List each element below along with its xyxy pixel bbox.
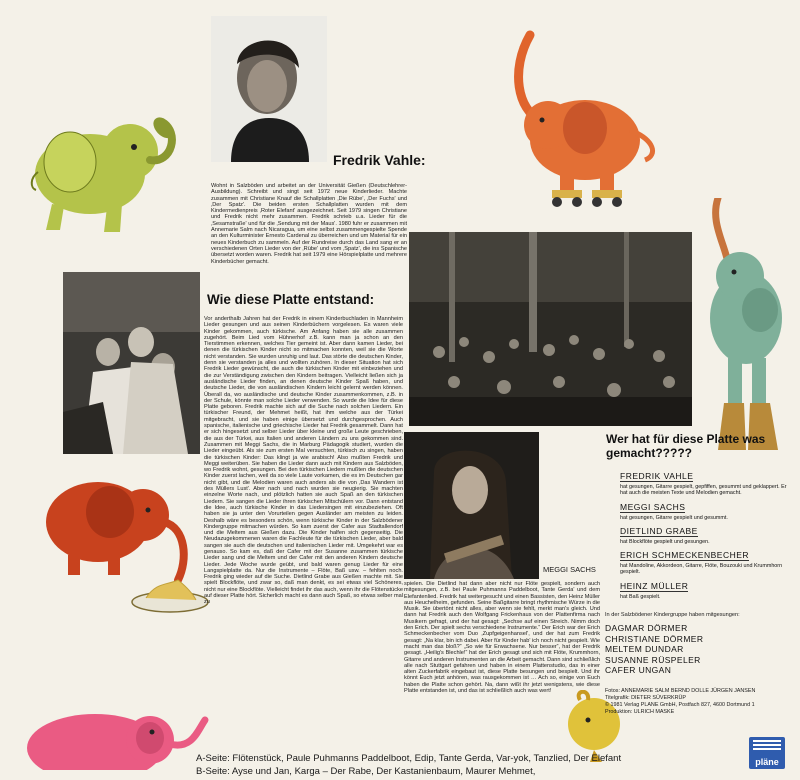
copyright-line: © 1981 Verlag PLANE GmbH, Postfach 827, 4600 Dortmund 1 [605,702,755,708]
portrait-photo-fredrik-vahle [211,16,327,162]
bio-fredrik-vahle: Wohnt in Salzböden und arbeitet an der Universität Gießen (Deutschlehrer-Ausbildung). Schreibt und singt seit 1972 neue Kinderlieder. Machte zusammen mit Christiane Knauf die Schallplatten ‚Die Rübe', ‚Der Fuchs' und ‚Der Spatz'. Die beiden ersten Schallplatten wurden mit dem Kindermedienpreis ‚Roter Elefant' ausgezeichnet. Seit 1979 singen Christiane und Fredrik nicht mehr zusammen. Fredrik schrieb u.a. Lieder für die ‚Sesamstraße' und für die ‚Sendung mit der Maus'. 1980 fuhr er zusammen mit Annemarie Salm nach Nicaragua, um eine selbst zusammengespielte Spende an den Kulturminister Ernesto Cardenal zu überreichen und um Material für ein neues Kinderbuch zu sammeln. Auf der Rundreise durch das Land sang er an verschiedenen Orten Lieder von der ‚Rübe' und vom ‚Spatz', die ins Spanische übersetzt worden waren. Fredrik hat seit 1979 eine Hörspielplatte und mehrere Kinderbücher gemacht. [211,183,407,265]
production-credit: Produktion: ULRICH MASKE [605,709,675,715]
credit-entry [620,545,792,576]
credit-name: DIETLIND GRABE [620,525,698,536]
elephant-spaghetti-illustration [28,470,213,625]
portrait-photo-meggi-sachs [404,432,539,579]
credit-name: HEINZ MÜLLER [620,580,689,591]
plane-logo-text: pläne [755,757,779,767]
kid-name: DAGMAR DÖRMER [605,623,688,633]
credit-description: hat gesungen, Gitarre gespielt, gepfiffen, gesummt und geklappert. Er hat auch die meisten Texte und Melodien gemacht. [620,484,787,497]
credit-description: hat Mandoline, Akkordeon, Gitarre, Flöte, Bouzouki und Krummhorn gespielt. [620,563,783,576]
plane-logo-stripes [753,740,781,752]
kids-list [605,623,795,676]
heading-credits: Wer hat für diese Platte was gemacht????? [606,432,766,460]
children-group-photo [63,272,200,454]
photo-credits: Fotos: ANNEMARIE SALM BERND DOLLE JÜRGEN JANSEN [605,688,756,694]
kid-name: CHRISTIANE DÖRMER [605,633,704,644]
cover-credits: Titelgrafik: DIETER SÜVERKRÜP [605,695,686,701]
elephant-top-right-illustration [470,30,700,215]
kid-name: CAFER UNGAN [605,665,672,675]
credit-description: hat Baß gespielt. [620,593,661,600]
plane-label-logo [749,737,785,769]
credit-entry [620,497,792,521]
credit-entry [620,521,792,545]
credit-name: FREDRIK VAHLE [620,471,694,481]
story-column-continued: spielen. Die Dietlind hat dann aber nicht nur Flöte gespielt, sondern auch mitgesungen, z.B. bei Paule Puhmanns Paddelboot, Tante Gerda' und dem Elefantenlied. Fredrik hat weitergesucht und einen Bassisten, den Heinz Müller aus Heuchelheim, gefunden. Seine Baßgitarre bringt rhythmische Würze in die Musik. Sie übertönt nicht alles, aber wenn sie fehlt, merkt man's gleich. Und dann hat Fredrik auch den Wolfgang Frickenhaus von der Plattenfirma nach Musikern gefragt, und der hat gesagt: „Sechse auf einen Streich. Nimm doch den Erich. Der spielt sechs verschiedene Instrumente.“ Der Erich war der Erich Schmeckenbecher vom Duo ‚Zupfgeigenhansel', und der hat zum Fredrik gesagt: „Na klar, bin ich dabei. Aber für Kinder hab' ich noch nicht gespielt. Wie macht man das bloß?“ „So wie für Erwachsene. Nur besser“, hat der Fredrik gesagt. „Heilig's Blechle!“ hat der Erich gesagt und sich mit Flöte, Krummhorn, Gitarre und anderen Instrumenten an die Arbeit gemacht. Dann sind schließlich alle nach Stuttgart gefahren und haben in einem Plattenstudio, das in einer alten Zuckerfabrik eingebaut ist, diese Platte besungen und bespielt. Und ihr könnt Euch jetzt anhören, was rausgekommen ist … Ach so, einige von Euch haben die Platte schon gehört. Na, dann wißt ihr jetzt wenigstens, wie diese Platte entstanden ist, und das ist schließlich auch was wert! [404,581,600,695]
kid-name: SUSANNE RÜSPELER [605,654,701,665]
credit-description: hat Blockflöte gespielt und gesungen. [620,538,710,545]
credits-list [620,466,792,600]
elephant-top-left-illustration [12,92,187,237]
elephant-bottom-left-illustration [0,700,210,770]
side-b-tracklist: B-Seite: Ayse und Jan, Karga – Der Rabe, Der Kastanienbaum, Maurer Mehmet, [196,766,536,777]
credit-description: hat gesungen, Gitarre gespielt und gesummt. [620,514,728,521]
story-column-main: Vor anderthalb Jahren hat der Fredrik in einem Kinderbuchladen in Mannheim Lieder gesungen und aus seinen Kinderbüchern vorgelesen. Es waren viele Kinder gekommen, auch türkische. Am Anfang haben sie alle zusammen zugehört. Beim Lied vom Hühnerhof z.B. kann man ja schon an den Tierstimmen erkennen, welches Tier gemeint ist. Aber dann kamen Lieder, bei denen die türkischen Kinder nicht so mitmachen konnten, weil sie die Worte nicht verstanden. Sie wurden unruhig und laut. Das störte die deutschen Kinder, denn sie verstanden ja alles und wollten zuhören. In dieser Situation hat sich Fredrik Lieder gewünscht, die auch die türkischen Kinder mit einbeziehen und die zur Verständigung zwischen den Kindern beitragen. Vielleicht ließen sich ja ausländische Lieder finden, an denen deutsche Kinder Spaß haben, und deutsche Lieder, die von ausländischen Kindern leicht gelernt werden können. Überall da, wo ausländische und deutsche Kinder zusammenkommen, z.B. in der Schule, könnte man solche Lieder verwenden. So wurde die Idee für diese Platte geboren. Fredrik machte sich auf die Suche nach solchen Liedern. Ein türkischer Freund, der Mehmet heißt, hat ihm welche aus der Türkei mitgebracht, und sie haben einige übersetzt und durchgesprochen. Auch spanische, italienische und griechische Lieder hat Fredrik gesammelt. Dann hat er sich hingesetzt und selber Lieder über kleine und große Leute geschrieben, die aus der Türkei, aus Italien und anderen Ländern zu uns gekommen sind. Zusammen mit Meggi Sachs, die in Marburg Pädagogik studiert, wurden die Lieder eingeübt. Als sie zum ersten Mal versuchten, türkisch zu singen, haben die türkischen Kinder: Das klingt ja wie arabisch! Also mußten Fredrik und Meggi weiterüben. Sie haben die Lieder dann auch mit Kindern aus Salzböden, wo Fredrik wohnt, gesungen. Bei den türkischen Liedern mußten die deutschen Kinder zuerst lachen, weil da so viele Laute vorkamen, die es im Deutschen gar nicht gibt, und die Melodien waren auch anders als die von ‚Das Wandern ist des Müllers Lust'. Aber nach und nach wurden sie neugierig. Sie machten einzelne Worte nach, und plötzlich hatten sie auch Spaß an den türkischen Liedern. Sie sangen die Lieder ihren türkischen Mitschülern vor. Dann entstand die Idee, auch türkische Kinder in das Liedersingen mit einzubeziehen. Oft haben sie ja unter den Vorurteilen gegen Ausländer am meisten zu leiden. Deshalb wäre es besonders schön, wenn türkische Kinder in der Salzbödener Kindergruppe mitmachen würden. So kam zuerst der Cafer aus Stadtallendorf und die Meltem aus Gießen dazu. Die Kinder halfen sich gegenseitig. Die Neudazugekommenen waren die Fachleute für die türkischen Lieder, aber bald sangen sie auch die deutschen und italienischen Lieder mit. Umgekehrt war es genauso. So kam es, daß der Cafer mit der Susanne zusammen türkische Lieder sang und die Meltem und der Cafer mit den anderen Kindern deutsche Lieder. Jede Woche wurde geübt, und bald waren genug Lieder für eine Langspielplatte da. Nur die Instrumente – Flöte, Baß usw. – fehlten noch. Fredrik ging wieder auf die Suche. Dietlind Grabe aus Gießen machte mit. Sie spielt Blockflöte, und zwar so, daß man denkt, es sei etwas viel Schöneres, nicht nur eine Blockflöte. Vielleicht findet ihr das auch, wenn ihr die Flötenstücke auf dieser Platte hört. Sicherlich macht es dann auch Spaß, so etwas selber mal zu [204,316,403,606]
heading-fredrik-vahle: Fredrik Vahle: [333,152,426,168]
credit-name: ERICH SCHMECKENBECHER [620,550,750,561]
concert-crowd-photo [409,232,692,426]
kids-group-intro: In der Salzbödener Kindergruppe haben mitgesungen: [605,612,740,618]
credit-name: MEGGI SACHS [620,501,686,512]
elephant-right-green-illustration [688,198,800,468]
side-a-tracklist: A-Seite: Flötenstück, Paule Puhmanns Paddelboot, Edip, Tante Gerda, Var-yok, Tanzlied, Der Elefant [196,753,622,764]
caption-meggi-sachs: MEGGI SACHS [543,565,596,574]
kid-name: MELTEM DUNDAR [605,644,684,654]
credit-entry [620,466,792,497]
credit-entry [620,576,792,600]
heading-wie-diese-platte-entstand: Wie diese Platte entstand: [207,292,375,307]
